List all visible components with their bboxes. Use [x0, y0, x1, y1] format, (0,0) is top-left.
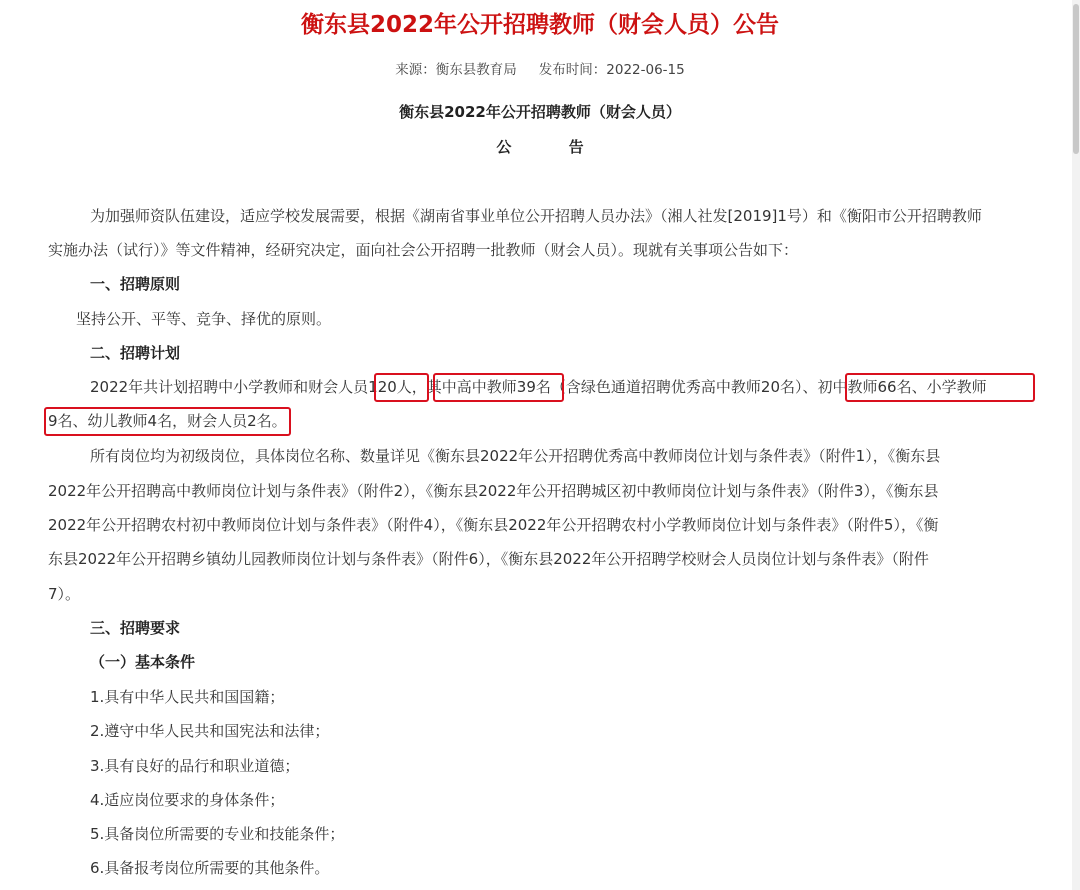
posts-line-2: 2022年公开招聘高中教师岗位计划与条件表》（附件2），《衡东县2022年公开招聘城区初中教师岗位计划与条件表》（附件3），《衡东县 [48, 482, 939, 500]
requirement-item: 6.具备报考岗位所需要的其他条件。 [90, 859, 330, 877]
page-scrollbar[interactable] [1072, 0, 1080, 890]
posts-line-3: 2022年公开招聘农村初中教师岗位计划与条件表》（附件4），《衡东县2022年公开招聘农村小学教师岗位计划与条件表》（附件5），《衡 [48, 516, 939, 534]
highlight-box-high-school [433, 373, 564, 402]
highlight-box-middle-primary [845, 373, 1035, 402]
section1-text: 坚持公开、平等、竞争、择优的原则。 [76, 310, 332, 328]
intro-line-1: 为加强师资队伍建设，适应学校发展需要，根据《湖南省事业单位公开招聘人员办法》（湘人社发[2019]1号）和《衡阳市公开招聘教师 [90, 207, 982, 225]
article-meta [0, 60, 1080, 80]
requirement-item: 2.遵守中华人民共和国宪法和法律； [90, 722, 330, 740]
posts-line-5: 7）。 [48, 585, 81, 603]
highlight-box-kindergarten-accounting [44, 407, 291, 436]
section2-heading: 二、招聘计划 [90, 344, 181, 362]
notice-heading: 公 告 [496, 138, 610, 156]
section3-heading: 三、招聘要求 [90, 619, 181, 637]
highlight-box-total [374, 373, 429, 402]
article-source: 来源：衡东县教育局 [395, 62, 517, 78]
section1-heading: 一、招聘原则 [90, 275, 181, 293]
article-publish-time: 发布时间：2022-06-15 [538, 62, 685, 78]
requirement-item: 1.具有中华人民共和国国籍； [90, 688, 285, 706]
article-title: 衡东县2022年公开招聘教师（财会人员）公告 [300, 12, 779, 38]
requirement-item: 3.具有良好的品行和职业道德； [90, 757, 300, 775]
posts-line-1: 所有岗位均为初级岗位，具体岗位名称、数量详见《衡东县2022年公开招聘优秀高中教师岗位计划与条件表》（附件1），《衡东县 [90, 447, 941, 465]
posts-line-4: 东县2022年公开招聘乡镇幼儿园教师岗位计划与条件表》（附件6），《衡东县2022年公开招聘学校财会人员岗位计划与条件表》（附件 [48, 550, 929, 568]
plan-line-1: 2022年共计划招聘中小学教师和财会人员120人，其中高中教师39名（含绿色通道招聘优秀高中教师20名）、初中教师66名、小学教师 [90, 378, 987, 396]
article-subtitle: 衡东县2022年公开招聘教师（财会人员） [399, 103, 681, 121]
section3-subheading: （一）基本条件 [90, 653, 196, 671]
intro-line-2: 实施办法（试行）》等文件精神，经研究决定，面向社会公开招聘一批教师（财会人员）。现就有关事项公告如下： [48, 241, 799, 259]
plan-line-2: 9名、幼儿教师4名，财会人员2名。 [48, 412, 287, 430]
requirement-item: 4.适应岗位要求的身体条件； [90, 791, 285, 809]
requirement-item: 5.具备岗位所需要的专业和技能条件； [90, 825, 345, 843]
